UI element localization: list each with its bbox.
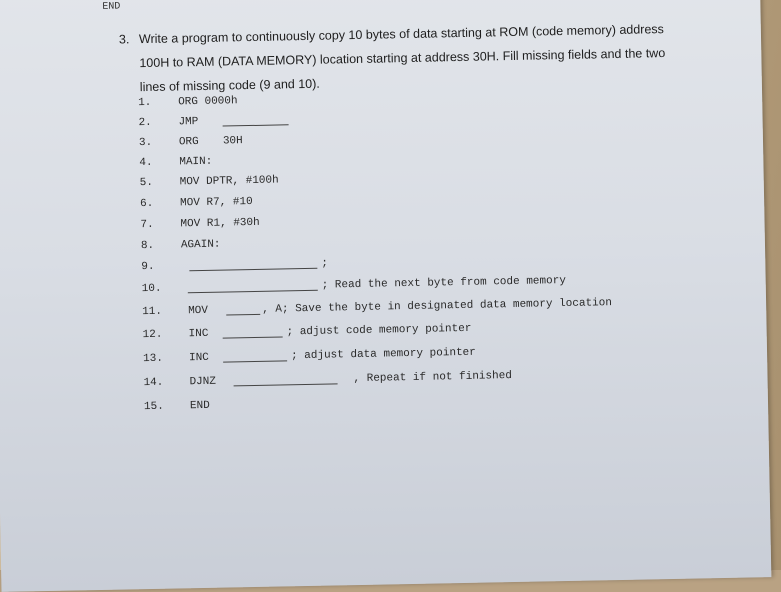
- line-number: 15.: [143, 400, 164, 414]
- line-number: 10.: [141, 282, 162, 296]
- comment: , Repeat if not finished: [353, 370, 513, 386]
- line-number: 14.: [143, 376, 164, 390]
- line-number: 2.: [138, 116, 152, 130]
- label: AGAIN:: [180, 238, 221, 252]
- comment: , A; Save the byte in designated data memory location: [262, 297, 613, 316]
- fill-in-blank[interactable]: [223, 350, 287, 362]
- question-block: [119, 17, 680, 100]
- comment: ; adjust data memory pointer: [290, 346, 476, 363]
- line-number: 3.: [138, 136, 153, 150]
- instruction: INC: [188, 351, 209, 365]
- line-number: 6.: [139, 197, 154, 211]
- fill-in-blank[interactable]: [222, 114, 288, 126]
- instruction: END: [189, 399, 210, 413]
- line-number: 8.: [140, 239, 155, 253]
- operand: 30H: [222, 135, 243, 148]
- fill-in-blank[interactable]: [226, 304, 260, 316]
- instruction: MOV: [188, 304, 209, 318]
- fill-in-blank[interactable]: [222, 326, 282, 338]
- instruction: MOV R1, #30h: [180, 216, 260, 231]
- line-number: 13.: [142, 352, 164, 366]
- line-number: 4.: [139, 156, 153, 170]
- line-number: 1.: [138, 96, 152, 110]
- line-number: 7.: [140, 218, 154, 232]
- instruction: ORG 0000h: [178, 95, 238, 109]
- question-text: Write a program to continuously copy 10 bytes of data starting at ROM (code memory) address 100H to RAM (DATA MEMORY) location starting at address 30H. Fill missing fields and the two lines of missing code (9 and 10).: [138, 22, 666, 95]
- instruction: MOV R7, #10: [179, 195, 253, 210]
- instruction: MOV DPTR, #100h: [179, 174, 279, 189]
- previous-end-label: END: [102, 1, 121, 13]
- comment: ; Read the next byte from code memory: [321, 274, 567, 292]
- instruction: DJNZ: [189, 375, 217, 389]
- label: MAIN:: [179, 155, 213, 169]
- comment: ;: [321, 257, 329, 270]
- line-number: 11.: [142, 305, 163, 319]
- fill-in-blank[interactable]: [188, 280, 318, 293]
- fill-in-blank[interactable]: [233, 373, 337, 386]
- line-number: 12.: [142, 328, 163, 342]
- instruction: JMP: [178, 116, 199, 129]
- line-number: 9.: [141, 260, 155, 274]
- instruction: INC: [188, 327, 209, 341]
- comment: ; adjust code memory pointer: [286, 322, 472, 339]
- question-number: 3.: [118, 32, 130, 47]
- line-number: 5.: [139, 176, 154, 190]
- instruction: ORG: [178, 136, 199, 149]
- fill-in-blank[interactable]: [189, 258, 317, 271]
